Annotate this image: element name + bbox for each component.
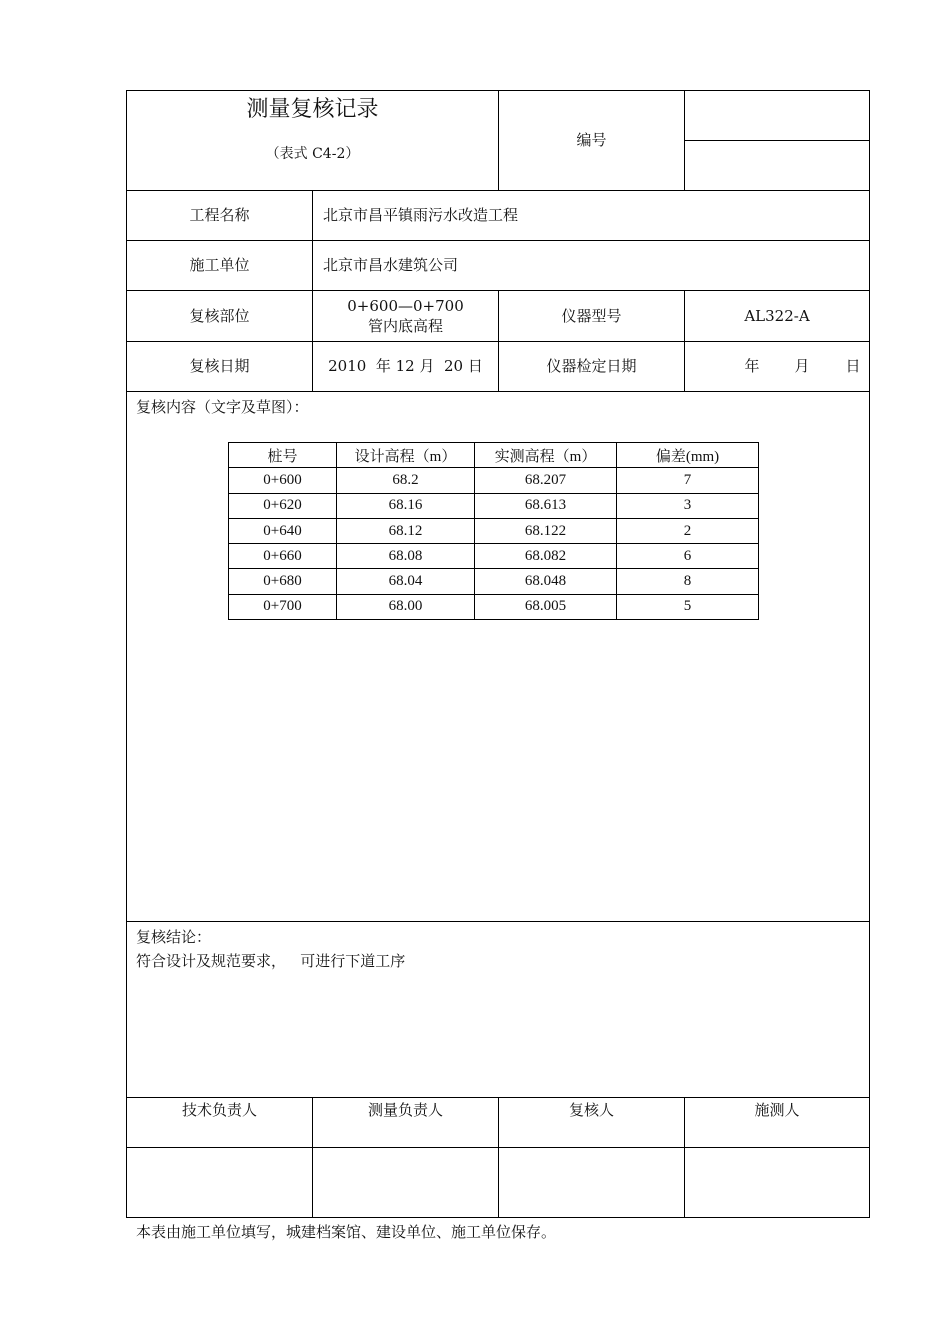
sign-tech-field[interactable] <box>127 1148 312 1217</box>
construction-unit: 北京市昌水建筑公司 <box>323 256 459 275</box>
table-header-row <box>229 443 759 468</box>
calibration-date-label: 仪器检定日期 <box>546 357 637 376</box>
sign-survey-label: 测量负责人 <box>367 1100 443 1119</box>
conclusion-text: 符合设计及规范要求， 可进行下道工序 <box>136 952 406 970</box>
calibration-day[interactable]: 日 <box>845 357 861 376</box>
number-value[interactable] <box>685 91 869 140</box>
construction-unit-label: 施工单位 <box>189 256 250 275</box>
cell-design: 68.2 <box>337 468 475 493</box>
cell-deviation: 5 <box>617 594 759 619</box>
footer-note: 本表由施工单位填写，城建档案馆、建设单位、施工单位保存。 <box>136 1223 557 1241</box>
header-design-elevation: 设计高程（m） <box>337 443 475 468</box>
table-row <box>229 518 759 543</box>
cell-deviation: 6 <box>617 544 759 569</box>
header-station: 桩号 <box>229 443 337 468</box>
survey-table <box>228 442 759 620</box>
cell-deviation: 7 <box>617 468 759 493</box>
sign-tech-label: 技术负责人 <box>181 1100 257 1119</box>
check-location-range: 0+600—0+700 <box>347 296 464 315</box>
cell-station: 0+680 <box>229 569 337 594</box>
project-name: 北京市昌平镇雨污水改造工程 <box>323 206 519 225</box>
content-label: 复核内容（文字及草图）： <box>136 398 309 416</box>
cell-station: 0+700 <box>229 594 337 619</box>
check-date-label: 复核日期 <box>189 357 250 376</box>
sign-checker-field[interactable] <box>499 1148 684 1217</box>
cell-design: 68.08 <box>337 544 475 569</box>
form-title: 测量复核记录 <box>246 97 379 123</box>
conclusion-label: 复核结论： <box>136 928 212 946</box>
cell-measured: 68.005 <box>475 594 617 619</box>
header-measured-elevation: 实测高程（m） <box>475 443 617 468</box>
cell-deviation: 8 <box>617 569 759 594</box>
table-row <box>229 468 759 493</box>
cell-measured: 68.207 <box>475 468 617 493</box>
check-date: 2010 年 12 月 20 日 <box>328 357 483 376</box>
cell-design: 68.04 <box>337 569 475 594</box>
calibration-year[interactable]: 年 <box>744 357 760 376</box>
cell-station: 0+660 <box>229 544 337 569</box>
table-row <box>229 569 759 594</box>
sign-survey-field[interactable] <box>313 1148 498 1217</box>
project-name-label: 工程名称 <box>189 206 250 225</box>
calibration-month[interactable]: 月 <box>794 357 810 376</box>
number-label: 编号 <box>576 131 607 150</box>
cell-measured: 68.122 <box>475 518 617 543</box>
instrument-model: AL322-A <box>744 306 810 325</box>
cell-design: 68.12 <box>337 518 475 543</box>
table-row <box>229 544 759 569</box>
sign-executor-field[interactable] <box>685 1148 869 1217</box>
check-location-item: 管内底高程 <box>367 317 443 335</box>
table-row <box>229 493 759 518</box>
cell-measured: 68.082 <box>475 544 617 569</box>
cell-measured: 68.613 <box>475 493 617 518</box>
table-row <box>229 594 759 619</box>
instrument-model-label: 仪器型号 <box>561 306 622 325</box>
cell-station: 0+600 <box>229 468 337 493</box>
cell-station: 0+640 <box>229 518 337 543</box>
cell-design: 68.16 <box>337 493 475 518</box>
cell-station: 0+620 <box>229 493 337 518</box>
cell-deviation: 2 <box>617 518 759 543</box>
cell-measured: 68.048 <box>475 569 617 594</box>
header-deviation: 偏差(mm) <box>617 443 759 468</box>
sign-checker-label: 复核人 <box>568 1100 614 1119</box>
check-location <box>313 291 498 341</box>
cell-design: 68.00 <box>337 594 475 619</box>
form-subtitle: （表式 C4-2） <box>265 145 360 162</box>
cell-deviation: 3 <box>617 493 759 518</box>
sign-executor-label: 施测人 <box>754 1100 800 1119</box>
check-location-label: 复核部位 <box>189 306 250 325</box>
